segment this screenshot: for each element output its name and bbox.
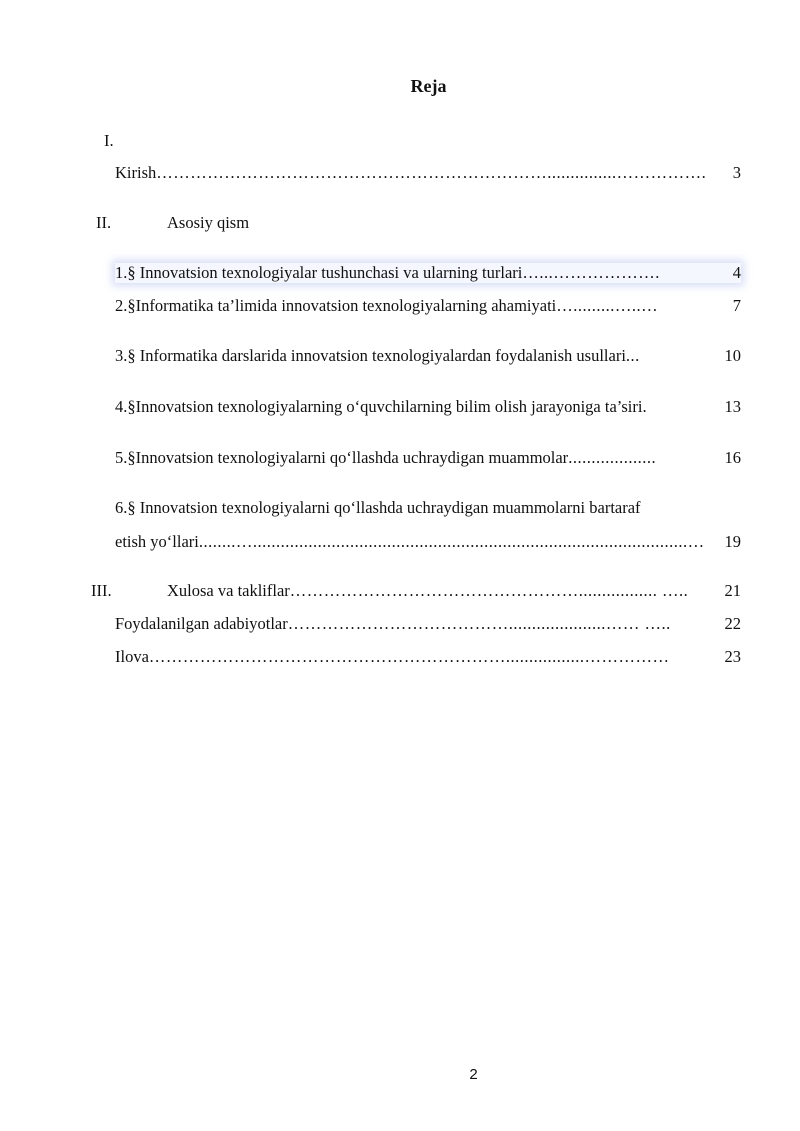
toc-page-number: 4 (732, 263, 741, 282)
toc-page-number: 16 (724, 448, 741, 467)
footer-page-number: 2 (469, 1066, 478, 1083)
toc-entry-4[interactable] (115, 397, 741, 417)
toc-page-number: 7 (732, 296, 741, 315)
toc-entry-xulosa[interactable] (167, 581, 741, 601)
toc-leader-dots: ……………………………………………………….................…………… (148, 647, 670, 666)
toc-entry-adabiyotlar[interactable] (115, 614, 741, 634)
toc-entry-text: 1.§ Innovatsion texnologiyalar tushunchasi va ularning turlari (115, 263, 523, 282)
toc-entry-text: 3.§ Informatika darslarida innovatsion texnologiyalardan foydalanish usullari (115, 346, 626, 365)
toc-page-number: 23 (724, 647, 741, 666)
toc-entry-text: 5.§Innovatsion texnologiyalarni qo‘llashda uchraydigan muammolar (115, 448, 569, 467)
toc-entry-ilova[interactable] (115, 647, 741, 667)
toc-leader-dots: ……………………………………………................. ….. (289, 581, 689, 600)
toc-entry-1[interactable] (115, 263, 741, 283)
toc-entry-6-line1[interactable]: 6.§ Innovatsion texnologiyalarni qo‘llashda uchraydigan muammolarni bartaraf (115, 498, 641, 517)
section-numeral-3: III. (91, 581, 112, 600)
toc-entry-text: 4.§Innovatsion texnologiyalarning o‘quvchilarning bilim olish jarayoniga ta’siri. (115, 397, 647, 416)
toc-leader-dots: ………………………………….....................…… ….. (287, 614, 671, 633)
toc-entry-2[interactable] (115, 296, 741, 316)
toc-leader-dots (647, 397, 725, 417)
toc-entry-text: Kirish (115, 163, 157, 182)
toc-entry-kirish[interactable] (115, 163, 741, 183)
toc-leader-dots: ........…..............................................................................................… (198, 532, 705, 551)
toc-page-number: 19 (724, 532, 741, 551)
page-title: Reja (410, 76, 447, 96)
section-label-asosiy-qism: Asosiy qism (167, 213, 250, 232)
toc-entry-text: etish yo‘llari (115, 532, 199, 551)
toc-leader-dots: ….........…..… (556, 296, 659, 315)
toc-leader-dots: …...………………. (522, 263, 660, 282)
toc-entry-text: 2.§Informatika ta’limida innovatsion texnologiyalarning ahamiyati (115, 296, 557, 315)
toc-entry-5[interactable] (115, 448, 741, 468)
toc-entry-text: Xulosa va takliflar (167, 581, 290, 600)
toc-leader-dots: ................... (568, 448, 657, 467)
toc-entry-6[interactable] (115, 532, 741, 552)
toc-entry-text: Ilova (115, 647, 149, 666)
toc-page-number: 22 (724, 614, 741, 633)
section-numeral-1: I. (104, 131, 114, 150)
toc-page-number: 10 (724, 346, 741, 365)
toc-leader-dots: ... (625, 346, 640, 365)
toc-leader-dots: ……………………………………………………………...............……………. (156, 163, 707, 182)
toc-page-number: 21 (724, 581, 741, 600)
toc-page-number: 13 (724, 397, 741, 416)
toc-entry-text: Foydalanilgan adabiyotlar (115, 614, 288, 633)
toc-page-number: 3 (732, 163, 741, 182)
toc-entry-3[interactable] (115, 346, 741, 366)
section-numeral-2: II. (96, 213, 112, 232)
